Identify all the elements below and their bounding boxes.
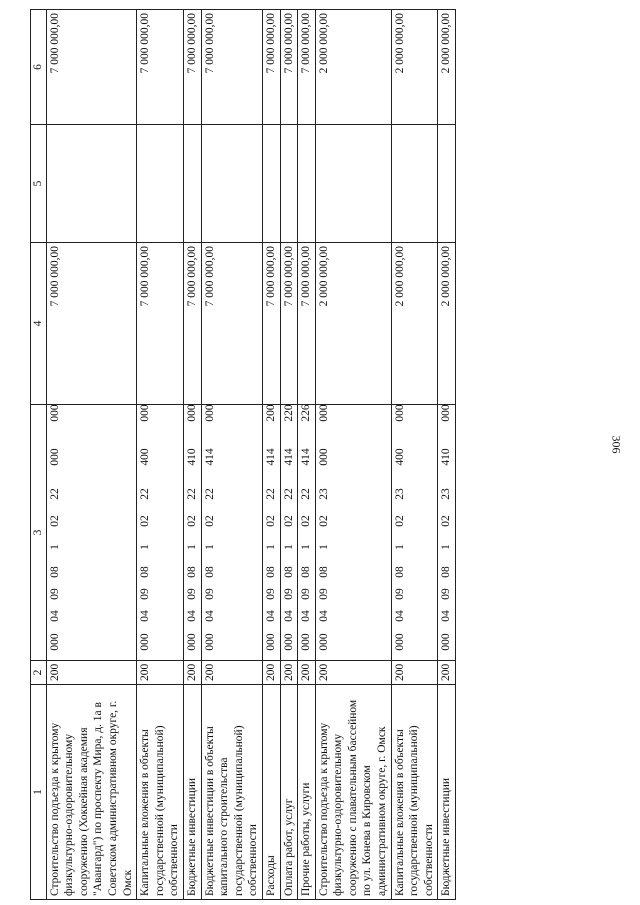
code-segment: 08	[282, 566, 295, 578]
code-segment: 000	[282, 633, 295, 651]
row-amount-col5	[137, 125, 184, 243]
row-name: Капитальные вложения в объекты государственной (муниципальной) собственности	[391, 685, 438, 900]
header-cell: 1	[31, 685, 47, 900]
row-code-200: 200	[137, 661, 184, 685]
row-amount-col6: 7 000 000,00	[262, 10, 280, 125]
row-code-200: 200	[438, 661, 456, 685]
code-segment: 000	[440, 633, 453, 651]
table-body	[46, 10, 455, 900]
code-segment: 08	[48, 566, 61, 578]
code-segment: 08	[317, 566, 330, 578]
row-name: Капитальные вложения в объекты государственной (муниципальной) собственности	[137, 685, 184, 900]
code-segment: 000	[317, 448, 330, 466]
code-segment: 400	[139, 448, 152, 466]
row-amount-col6: 2 000 000,00	[391, 10, 438, 125]
code-segment: 000	[48, 633, 61, 651]
row-name: Бюджетные инвестиции	[438, 685, 456, 900]
table-row	[262, 10, 280, 900]
table-row	[137, 10, 184, 900]
code-segment: 000	[185, 404, 198, 422]
table-row	[280, 10, 298, 900]
table-row	[46, 10, 137, 900]
code-segment: 09	[300, 588, 313, 600]
row-amount-col6: 7 000 000,00	[280, 10, 298, 125]
code-segment: 08	[203, 566, 216, 578]
row-amount-col4: 7 000 000,00	[46, 243, 137, 405]
code-segment: 04	[185, 610, 198, 622]
row-name: Строительство подъезда к крытому физкультурно-оздоровительному сооружению (Хоккейная академия "Авангард") по проспекту Мира, д. 1а в Советском административном округе, г. Омск	[46, 685, 137, 900]
code-segment: 1	[393, 544, 406, 550]
code-segment: 000	[203, 633, 216, 651]
row-budget-code	[438, 405, 456, 661]
row-amount-col5	[183, 125, 201, 243]
code-segment: 02	[317, 515, 330, 527]
row-amount-col6: 7 000 000,00	[298, 10, 316, 125]
header-cell: 3	[31, 405, 47, 661]
code-segment: 08	[440, 566, 453, 578]
code-segment: 09	[317, 588, 330, 600]
row-amount-col5	[315, 125, 391, 243]
code-segment: 1	[48, 544, 61, 550]
row-amount-col5	[280, 125, 298, 243]
row-budget-code	[137, 405, 184, 661]
code-segment: 08	[393, 566, 406, 578]
code-segment: 09	[203, 588, 216, 600]
row-amount-col4: 7 000 000,00	[183, 243, 201, 405]
row-amount-col4: 2 000 000,00	[315, 243, 391, 405]
row-amount-col5	[391, 125, 438, 243]
code-segment: 09	[48, 588, 61, 600]
code-segment: 000	[139, 404, 152, 422]
code-segment: 414	[264, 448, 277, 466]
code-segment: 000	[317, 633, 330, 651]
code-segment: 22	[282, 488, 295, 500]
row-amount-col4: 7 000 000,00	[298, 243, 316, 405]
code-segment: 04	[440, 610, 453, 622]
code-segment: 1	[185, 544, 198, 550]
row-code-200: 200	[298, 661, 316, 685]
table-row	[315, 10, 391, 900]
row-budget-code	[46, 405, 137, 661]
code-segment: 22	[185, 488, 198, 500]
row-amount-col4: 2 000 000,00	[391, 243, 438, 405]
code-segment: 1	[282, 544, 295, 550]
code-segment: 220	[282, 404, 295, 422]
row-code-200: 200	[315, 661, 391, 685]
page-number: 306	[609, 435, 624, 454]
code-segment: 1	[264, 544, 277, 550]
row-budget-code	[201, 405, 262, 661]
code-segment: 410	[185, 448, 198, 466]
code-segment: 000	[317, 404, 330, 422]
code-segment: 000	[139, 633, 152, 651]
header-cell: 4	[31, 243, 47, 405]
header-cell: 6	[31, 10, 47, 125]
code-segment: 04	[282, 610, 295, 622]
row-code-200: 200	[280, 661, 298, 685]
row-budget-code	[391, 405, 438, 661]
row-name: Бюджетные инвестиции	[183, 685, 201, 900]
row-amount-col5	[201, 125, 262, 243]
code-segment: 04	[139, 610, 152, 622]
row-code-200: 200	[183, 661, 201, 685]
code-segment: 23	[317, 488, 330, 500]
code-segment: 04	[48, 610, 61, 622]
row-amount-col5	[262, 125, 280, 243]
code-segment: 000	[185, 633, 198, 651]
code-segment: 1	[317, 544, 330, 550]
code-segment: 414	[300, 448, 313, 466]
code-segment: 22	[139, 488, 152, 500]
row-budget-code	[315, 405, 391, 661]
row-amount-col4: 7 000 000,00	[280, 243, 298, 405]
code-segment: 1	[300, 544, 313, 550]
code-segment: 414	[282, 448, 295, 466]
code-segment: 04	[203, 610, 216, 622]
code-segment: 226	[300, 404, 313, 422]
row-budget-code	[280, 405, 298, 661]
row-amount-col6: 7 000 000,00	[183, 10, 201, 125]
code-segment: 04	[317, 610, 330, 622]
code-segment: 000	[48, 404, 61, 422]
code-segment: 23	[440, 488, 453, 500]
code-segment: 000	[264, 633, 277, 651]
row-budget-code	[298, 405, 316, 661]
code-segment: 200	[264, 404, 277, 422]
header-row	[31, 10, 47, 900]
code-segment: 08	[264, 566, 277, 578]
code-segment: 04	[264, 610, 277, 622]
code-segment: 000	[393, 633, 406, 651]
row-amount-col5	[298, 125, 316, 243]
code-segment: 08	[185, 566, 198, 578]
table-row	[391, 10, 438, 900]
code-segment: 02	[264, 515, 277, 527]
row-name: Оплата работ, услуг	[280, 685, 298, 900]
row-code-200: 200	[391, 661, 438, 685]
code-segment: 09	[185, 588, 198, 600]
code-segment: 000	[203, 404, 216, 422]
code-segment: 1	[139, 544, 152, 550]
row-amount-col6: 2 000 000,00	[315, 10, 391, 125]
table-row	[183, 10, 201, 900]
code-segment: 02	[440, 515, 453, 527]
row-code-200: 200	[46, 661, 137, 685]
row-name: Строительство подъезда к крытому физкультурно-оздоровительному сооружению с плавательным бассейном по ул. Конева в Кировском административном округе, г. Омск	[315, 685, 391, 900]
row-code-200: 200	[262, 661, 280, 685]
row-name: Расходы	[262, 685, 280, 900]
table-row	[438, 10, 456, 900]
row-amount-col5	[438, 125, 456, 243]
row-name: Прочие работы, услуги	[298, 685, 316, 900]
budget-table	[30, 9, 456, 900]
code-segment: 02	[282, 515, 295, 527]
row-amount-col6: 7 000 000,00	[201, 10, 262, 125]
code-segment: 23	[393, 488, 406, 500]
code-segment: 02	[203, 515, 216, 527]
code-segment: 02	[139, 515, 152, 527]
row-name: Бюджетные инвестиции в объекты капитального строительства государственной (муниципальной) собственности	[201, 685, 262, 900]
code-segment: 04	[300, 610, 313, 622]
row-amount-col4: 7 000 000,00	[201, 243, 262, 405]
row-amount-col5	[46, 125, 137, 243]
row-amount-col6: 7 000 000,00	[46, 10, 137, 125]
table-row	[201, 10, 262, 900]
code-segment: 22	[300, 488, 313, 500]
row-amount-col4: 7 000 000,00	[137, 243, 184, 405]
code-segment: 1	[440, 544, 453, 550]
row-code-200: 200	[201, 661, 262, 685]
code-segment: 02	[185, 515, 198, 527]
code-segment: 410	[440, 448, 453, 466]
code-segment: 09	[282, 588, 295, 600]
code-segment: 000	[440, 404, 453, 422]
code-segment: 000	[48, 448, 61, 466]
code-segment: 414	[203, 448, 216, 466]
code-segment: 04	[393, 610, 406, 622]
row-amount-col6: 7 000 000,00	[137, 10, 184, 125]
code-segment: 09	[139, 588, 152, 600]
table-row	[298, 10, 316, 900]
code-segment: 22	[264, 488, 277, 500]
code-segment: 400	[393, 448, 406, 466]
header-cell: 5	[31, 125, 47, 243]
code-segment: 22	[48, 488, 61, 500]
row-amount-col6: 2 000 000,00	[438, 10, 456, 125]
header-cell: 2	[31, 661, 47, 685]
code-segment: 1	[203, 544, 216, 550]
row-budget-code	[183, 405, 201, 661]
code-segment: 02	[300, 515, 313, 527]
code-segment: 08	[139, 566, 152, 578]
rotated-page	[30, 10, 590, 900]
code-segment: 000	[393, 404, 406, 422]
code-segment: 22	[203, 488, 216, 500]
code-segment: 08	[300, 566, 313, 578]
code-segment: 09	[440, 588, 453, 600]
code-segment: 02	[393, 515, 406, 527]
row-amount-col4: 7 000 000,00	[262, 243, 280, 405]
row-amount-col4: 2 000 000,00	[438, 243, 456, 405]
code-segment: 09	[393, 588, 406, 600]
code-segment: 02	[48, 515, 61, 527]
code-segment: 000	[300, 633, 313, 651]
code-segment: 09	[264, 588, 277, 600]
row-budget-code	[262, 405, 280, 661]
